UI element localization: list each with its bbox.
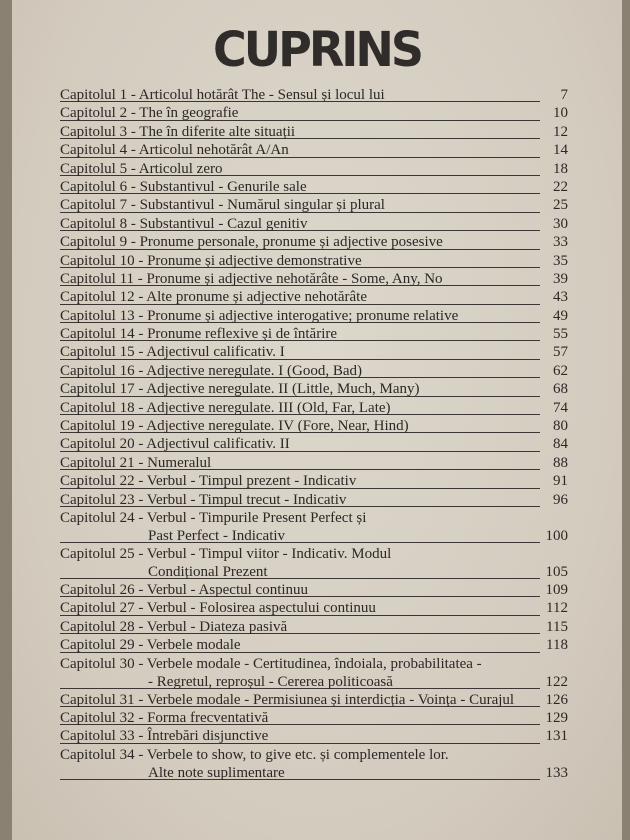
toc-entry [60,545,568,581]
toc-entry [60,399,568,417]
toc-entry [60,215,568,233]
toc-page-number: 43 [553,289,568,306]
toc-entry-title: Capitolul 15 - Adjectivul calificativ. I [60,344,285,361]
toc-page-number: 10 [553,105,568,122]
toc-page-number: 68 [553,381,568,398]
toc-entry-title: Capitolul 3 - The în diferite alte situații [60,123,296,140]
table-of-contents [60,86,568,782]
toc-entry-title: Capitolul 24 - Verbul - Timpurile Present Perfect și [60,509,367,526]
toc-entry [60,491,568,509]
toc-entry-title: Capitolul 17 - Adjective neregulate. II (Little, Much, Many) [60,381,420,398]
toc-page-number: 118 [546,637,568,654]
toc-entry-title: Capitolul 12 - Alte pronume și adjective nehotărâte [60,289,367,306]
toc-entry-title: Capitolul 33 - Întrebări disjunctive [60,728,269,745]
leader-line [60,779,540,780]
toc-page-number: 14 [553,142,568,159]
toc-entry-title: Capitolul 13 - Pronume și adjective interogative; pronume relative [60,307,459,324]
toc-page-number: 88 [553,454,568,471]
toc-entry-title-continued: Past Perfect - Indicativ [148,527,286,544]
toc-page-number: 74 [553,399,568,416]
toc-entry-title: Capitolul 19 - Adjective neregulate. IV (Fore, Near, Hind) [60,418,409,435]
toc-entry [60,288,568,306]
toc-entry [60,655,568,691]
toc-entry-title-continued: - Regretul, reproșul - Cererea politicoasă [148,673,393,690]
toc-page-number: 57 [553,344,568,361]
toc-entry [60,307,568,325]
toc-entry-title: Capitolul 8 - Substantivul - Cazul genitiv [60,215,308,232]
page-title: CUPRINS [213,20,421,78]
toc-entry-title: Capitolul 20 - Adjectivul calificativ. II [60,436,290,453]
toc-entry [60,509,568,545]
toc-page-number: 122 [545,673,568,690]
toc-page-number: 55 [553,326,568,343]
toc-entry [60,380,568,398]
toc-entry [60,86,568,104]
toc-entry [60,691,568,709]
toc-page-number: 100 [545,527,568,544]
toc-entry-title: Capitolul 26 - Verbul - Aspectul continuu [60,581,309,598]
toc-page-number: 30 [553,215,568,232]
toc-page-number: 22 [553,178,568,195]
toc-entry-title: Capitolul 29 - Verbele modale [60,637,241,654]
toc-page-number: 39 [553,270,568,287]
toc-page-number: 80 [553,418,568,435]
toc-entry-title: Capitolul 30 - Verbele modale - Certitudinea, îndoiala, probabilitatea - [60,655,482,672]
toc-entry [60,343,568,361]
toc-entry [60,727,568,745]
toc-page-number: 133 [545,764,568,781]
toc-page-number: 105 [545,563,568,580]
toc-page-number: 91 [553,473,568,490]
toc-entry [60,454,568,472]
toc-entry-title: Capitolul 27 - Verbul - Folosirea aspectului continuu [60,600,376,617]
toc-page-number: 126 [545,691,568,708]
leader-line [60,542,540,543]
toc-entry-title-continued: Alte note suplimentare [148,764,285,781]
toc-entry-title: Capitolul 7 - Substantivul - Numărul singular și plural [60,197,385,214]
toc-entry-title-continued: Condițional Prezent [148,563,268,580]
toc-entry [60,472,568,490]
toc-entry [60,252,568,270]
toc-entry-title: Capitolul 6 - Substantivul - Genurile sale [60,178,307,195]
toc-entry-title: Capitolul 32 - Forma frecventativă [60,709,269,726]
toc-page-number: 33 [553,234,568,251]
toc-entry [60,417,568,435]
toc-entry [60,636,568,654]
toc-page-number: 25 [553,197,568,214]
toc-entry-title: Capitolul 28 - Verbul - Diateza pasivă [60,618,288,635]
toc-entry-title: Capitolul 34 - Verbele to show, to give etc. și complementele lor. [60,746,449,763]
toc-page-number: 115 [546,618,568,635]
toc-entry-title: Capitolul 23 - Verbul - Timpul trecut - Indicativ [60,491,347,508]
toc-entry [60,233,568,251]
toc-entry [60,746,568,782]
toc-entry [60,581,568,599]
toc-page-number: 96 [553,491,568,508]
toc-entry-title: Capitolul 11 - Pronume și adjective nehotărâte - Some, Any, No [60,270,443,287]
toc-entry [60,123,568,141]
toc-page-number: 7 [560,87,568,103]
toc-entry-title: Capitolul 10 - Pronume și adjective demonstrative [60,252,362,269]
toc-entry [60,141,568,159]
toc-entry [60,178,568,196]
toc-entry-title: Capitolul 31 - Verbele modale - Permisiunea și interdicția - Voința - Curajul [60,691,515,708]
toc-page-number: 131 [545,728,568,745]
toc-entry [60,270,568,288]
toc-entry-title: Capitolul 22 - Verbul - Timpul prezent - Indicativ [60,473,357,490]
toc-entry [60,196,568,214]
toc-page-number: 84 [553,436,568,453]
toc-entry-title: Capitolul 4 - Articolul nehotărât A/An [60,142,289,159]
toc-entry [60,325,568,343]
toc-entry [60,435,568,453]
leader-line [60,578,540,579]
toc-entry [60,709,568,727]
toc-entry-title: Capitolul 2 - The în geografie [60,105,239,122]
toc-entry-title: Capitolul 5 - Articolul zero [60,160,223,177]
toc-entry-title: Capitolul 25 - Verbul - Timpul viitor - Indicativ. Modul [60,545,392,562]
toc-entry-title: Capitolul 1 - Articolul hotărât The - Sensul și locul lui [60,87,385,103]
toc-page-number: 109 [545,581,568,598]
toc-entry-title: Capitolul 18 - Adjective neregulate. III (Old, Far, Late) [60,399,391,416]
toc-entry [60,599,568,617]
toc-entry-title: Capitolul 14 - Pronume reflexive și de întărire [60,326,338,343]
toc-entry-title: Capitolul 9 - Pronume personale, pronume și adjective posesive [60,234,443,251]
toc-entry [60,104,568,122]
toc-page-number: 112 [546,600,568,617]
toc-page-number: 62 [553,362,568,379]
toc-page-number: 18 [553,160,568,177]
toc-entry [60,618,568,636]
toc-page-number: 49 [553,307,568,324]
toc-entry-title: Capitolul 21 - Numeralul [60,454,212,471]
toc-entry [60,362,568,380]
toc-page-number: 129 [545,709,568,726]
book-page [12,0,622,840]
toc-entry-title: Capitolul 16 - Adjective neregulate. I (Good, Bad) [60,362,362,379]
toc-page-number: 35 [553,252,568,269]
toc-page-number: 12 [553,123,568,140]
toc-entry [60,160,568,178]
